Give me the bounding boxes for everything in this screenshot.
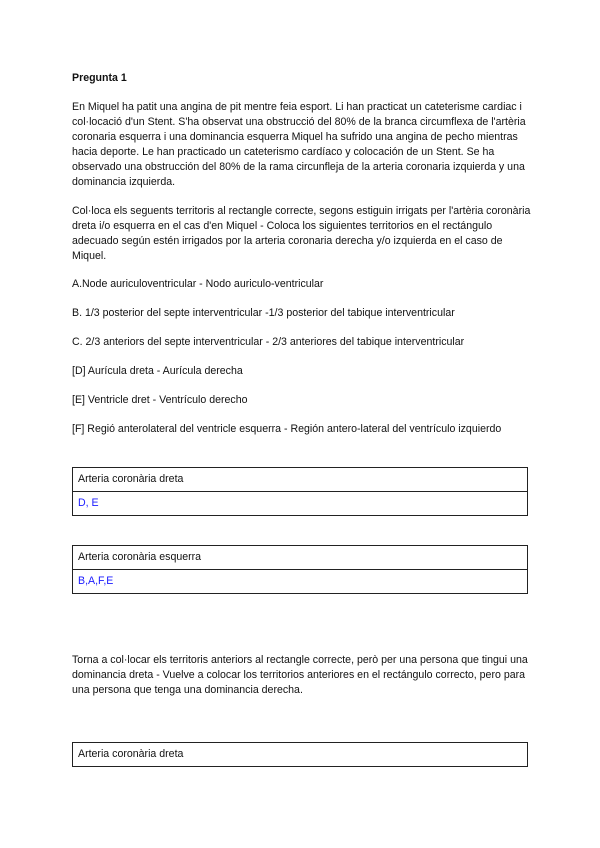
answer-box-field[interactable]: B,A,F,E <box>78 575 114 587</box>
option-c: C. 2/3 anteriors del septe interventricular - 2/3 anteriores del tabique interventricular <box>72 336 465 348</box>
intro-paragraph: En Miquel ha patit una angina de pit mentre feia esport. Li han practicat un cateterisme cardiac i col·locació d'un Stent. S'ha observat una obstrucció del 80% de la branca circumflexa de l'artèria coronaria esquerra i una dominancia esquerra Miquel ha sufrido una angina de pecho mientras hacia deporte. Le han practicado un cateterismo cardíaco y colocación de un Stent. Se ha observado una obstrucción del 80% de la rama circunfleja de la arteria coronaria izquierda y una dominancia izquierda. <box>72 101 526 188</box>
answer-box-left-coronary <box>72 545 528 594</box>
second-instruction-paragraph: Torna a col·locar els territoris anteriors al rectangle correcte, però per una persona que tingui una dominancia dreta - Vuelve a colocar los territorios anteriores en el rectángulo correcto, pero para una persona que tenga una dominancia derecha. <box>72 654 528 696</box>
option-d: [D] Aurícula dreta - Aurícula derecha <box>72 365 243 377</box>
option-b: B. 1/3 posterior del septe interventricular -1/3 posterior del tabique interventricular <box>72 307 455 319</box>
answer-box-field[interactable]: D, E <box>78 497 99 509</box>
answer-box-right-coronary <box>72 467 528 516</box>
answer-box-header: Arteria coronària esquerra <box>73 546 527 570</box>
question-title: Pregunta 1 <box>72 72 127 84</box>
answer-box-right-coronary-2 <box>72 742 528 767</box>
instruction-paragraph: Col·loca els seguents territoris al rectangle correcte, segons estiguin irrigats per l'artèria coronària dreta i/o esquerra en el cas d'en Miquel - Coloca los siguientes territorios en el rectángulo adecuado según estén irrigados por la arteria coronaria derecha y/o izquierda en el caso de Miquel. <box>72 205 531 262</box>
option-e: [E] Ventricle dret - Ventrículo derecho <box>72 394 248 406</box>
answer-box-header: Arteria coronària dreta <box>78 748 184 760</box>
answer-box-header: Arteria coronària dreta <box>73 468 527 492</box>
option-a: A.Node auriculoventricular - Nodo auriculo-ventricular <box>72 278 324 290</box>
option-f: [F] Regió anterolateral del ventricle esquerra - Región antero-lateral del ventrículo izquierdo <box>72 423 502 435</box>
